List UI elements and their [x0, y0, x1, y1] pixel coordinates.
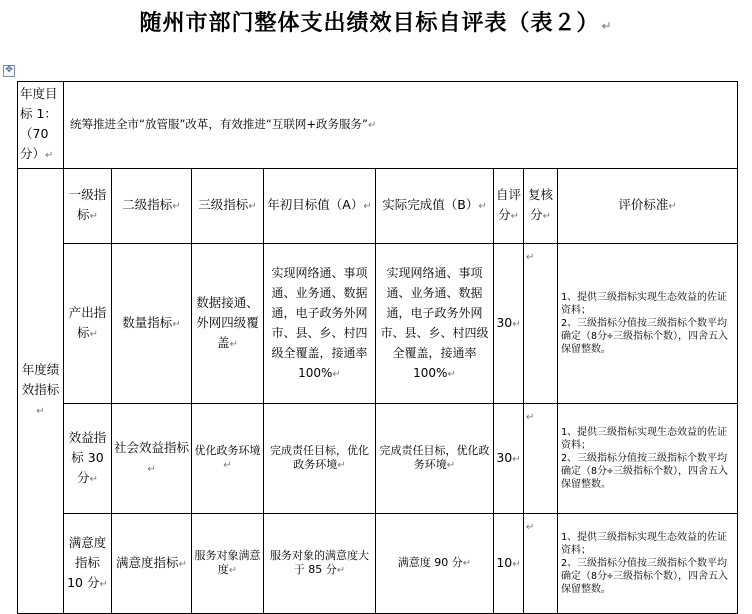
row-level2 — [112, 514, 192, 614]
row-level2-text: 数量指标 — [122, 314, 173, 330]
header-actual-text: 实际完成值（B） — [382, 197, 479, 212]
row-criteria — [558, 244, 738, 404]
paragraph-mark-icon: ↵ — [332, 368, 341, 380]
criteria-line: 1、提供三级指标实现生态效益的佐证资料； — [561, 427, 728, 451]
row-criteria — [558, 514, 738, 614]
goal-label-cell — [18, 82, 64, 169]
table-row — [18, 514, 738, 614]
section-cell — [18, 169, 64, 614]
header-row — [18, 169, 738, 244]
row-level3 — [192, 244, 264, 404]
paragraph-mark-icon: ↵ — [336, 565, 346, 576]
criteria-line: 2、三级指标分值按三级指标个数平均确定（8分÷三级指标个数），四舍五入保留整数。 — [561, 453, 729, 490]
header-level2 — [112, 169, 192, 244]
paragraph-mark-icon: ↵ — [89, 211, 98, 222]
goal-text: 统筹推进全市“放管服”改革，有效推进“互联网+政务服务” — [70, 117, 368, 131]
section-label: 年度绩效指标 — [21, 362, 60, 397]
header-criteria-text: 评价标准 — [618, 197, 669, 212]
header-self-score — [494, 169, 524, 244]
criteria-line: 2、三级指标分值按三级指标个数平均确定（8分÷三级指标个数），四舍五入保留整数。 — [561, 558, 729, 595]
paragraph-mark-icon: ↵ — [248, 201, 257, 212]
paragraph-mark-icon: ↵ — [512, 318, 521, 330]
row-target — [264, 404, 376, 514]
paragraph-mark-icon: ↵ — [99, 578, 108, 590]
row-level3 — [192, 404, 264, 514]
header-review-score-text: 复核分 — [527, 187, 553, 222]
row-level2-text: 社会效益指标 — [114, 439, 190, 455]
paragraph-mark-icon: ↵ — [223, 460, 232, 471]
row-review-score[interactable] — [524, 404, 558, 514]
paragraph-mark-icon: ↵ — [337, 460, 346, 471]
row-level3 — [192, 514, 264, 614]
goal-row — [18, 82, 738, 169]
row-self-score — [494, 244, 524, 404]
title-text: 随州市部门整体支出绩效目标自评表（表２） — [139, 11, 600, 36]
row-actual-text: 实现网络通、事项通、业务通、数据通，电子政务外网市、县、乡、村四级全覆盖，接通率 100% — [380, 265, 489, 380]
paragraph-mark-icon: ↵ — [526, 522, 535, 533]
performance-table — [17, 81, 738, 614]
row-review-score[interactable] — [524, 244, 558, 404]
header-target-text: 年初目标值（A） — [267, 197, 364, 212]
header-self-score-text: 自评分 — [496, 187, 522, 222]
paragraph-mark-icon: ↵ — [172, 201, 181, 212]
row-actual-text: 完成责任目标，优化政务环境 — [379, 444, 490, 471]
row-target-text: 实现网络通、事项通、业务通、数据通，电子政务外网市、县、乡、村四级全覆盖，接通率 100% — [271, 265, 368, 380]
row-level1-text: 满意度指标 10 分 — [67, 534, 107, 590]
paragraph-mark-icon: ↵ — [512, 453, 521, 465]
header-review-score — [524, 169, 558, 244]
criteria-line: 1、提供三级指标实现生态效益的佐证资料； — [561, 292, 728, 316]
header-level3 — [192, 169, 264, 244]
row-self-score — [494, 514, 524, 614]
header-actual — [376, 169, 494, 244]
header-level3-text: 三级指标 — [198, 197, 249, 212]
criteria-line: 2、三级指标分值按三级指标个数平均确定（8分÷三级指标个数），四舍五入保留整数。 — [561, 318, 729, 355]
header-level1-text: 一级指标 — [68, 187, 107, 222]
row-actual-text: 满意度 90 分 — [397, 556, 463, 569]
paragraph-mark-icon: ↵ — [446, 460, 456, 471]
table-row — [18, 404, 738, 514]
row-level1 — [64, 244, 112, 404]
paragraph-mark-icon: ↵ — [178, 558, 187, 570]
row-self-score-text: 30 — [496, 449, 513, 465]
paragraph-mark-icon: ↵ — [172, 318, 181, 330]
row-target — [264, 244, 376, 404]
paragraph-mark-icon: ↵ — [542, 211, 551, 222]
header-criteria — [558, 169, 738, 244]
paragraph-mark-icon: ↵ — [526, 412, 535, 423]
paragraph-mark-icon: ↵ — [462, 558, 472, 569]
row-review-score[interactable] — [524, 514, 558, 614]
header-level2-text: 二级指标 — [122, 197, 173, 212]
paragraph-mark-icon: ↵ — [478, 201, 487, 212]
row-level3-text: 优化政务环境 — [194, 444, 261, 457]
paragraph-mark-icon: ↵ — [367, 120, 377, 131]
paragraph-mark-icon: ↵ — [510, 211, 519, 222]
paragraph-mark-icon: ↵ — [512, 558, 521, 570]
criteria-line: 1、提供三级指标实现生态效益的佐证资料； — [561, 532, 728, 556]
table-move-handle-icon[interactable]: ✥ — [3, 65, 15, 77]
row-level3-text: 服务对象满意度 — [194, 549, 261, 576]
row-level1-text: 效益指标 30 分 — [68, 429, 107, 485]
paragraph-mark-icon: ↵ — [526, 252, 535, 263]
row-target-text: 服务对象的满意度大于 85 分 — [270, 549, 369, 576]
row-level2-text: 满意度指标 — [116, 554, 179, 570]
paragraph-mark-icon: ↵ — [89, 473, 98, 485]
paragraph-mark-icon: ↵ — [89, 328, 98, 340]
paragraph-mark-icon: ↵ — [228, 565, 238, 576]
row-actual — [376, 244, 494, 404]
goal-text-cell — [64, 82, 738, 169]
row-level2 — [112, 244, 192, 404]
paragraph-mark-icon: ↵ — [36, 406, 45, 417]
row-level3-text: 数据接通、外网四级覆盖 — [196, 294, 259, 350]
paragraph-mark-icon: ↵ — [45, 150, 54, 161]
row-level1 — [64, 514, 112, 614]
row-self-score-text: 10 — [496, 554, 513, 570]
paragraph-mark-icon: ↵ — [668, 201, 677, 212]
row-actual — [376, 514, 494, 614]
paragraph-mark-icon: ↵ — [447, 368, 456, 380]
row-level1 — [64, 404, 112, 514]
row-criteria — [558, 404, 738, 514]
row-self-score-text: 30 — [496, 314, 513, 330]
row-self-score — [494, 404, 524, 514]
row-target-text: 完成责任目标，优化政务环境 — [270, 444, 369, 471]
page-title — [0, 6, 752, 37]
row-actual — [376, 404, 494, 514]
paragraph-mark-icon: ↵ — [229, 338, 238, 350]
table-row — [18, 244, 738, 404]
row-target — [264, 514, 376, 614]
header-level1 — [64, 169, 112, 244]
header-target — [264, 169, 376, 244]
row-level2 — [112, 404, 192, 514]
paragraph-mark-icon: ↵ — [363, 201, 372, 212]
paragraph-mark-icon: ↵ — [147, 463, 156, 475]
row-level1-text: 产出指标 — [68, 304, 107, 340]
goal-label: 年度目标 1：（70 分） — [20, 86, 58, 161]
paragraph-mark-icon: ↵ — [601, 19, 613, 33]
